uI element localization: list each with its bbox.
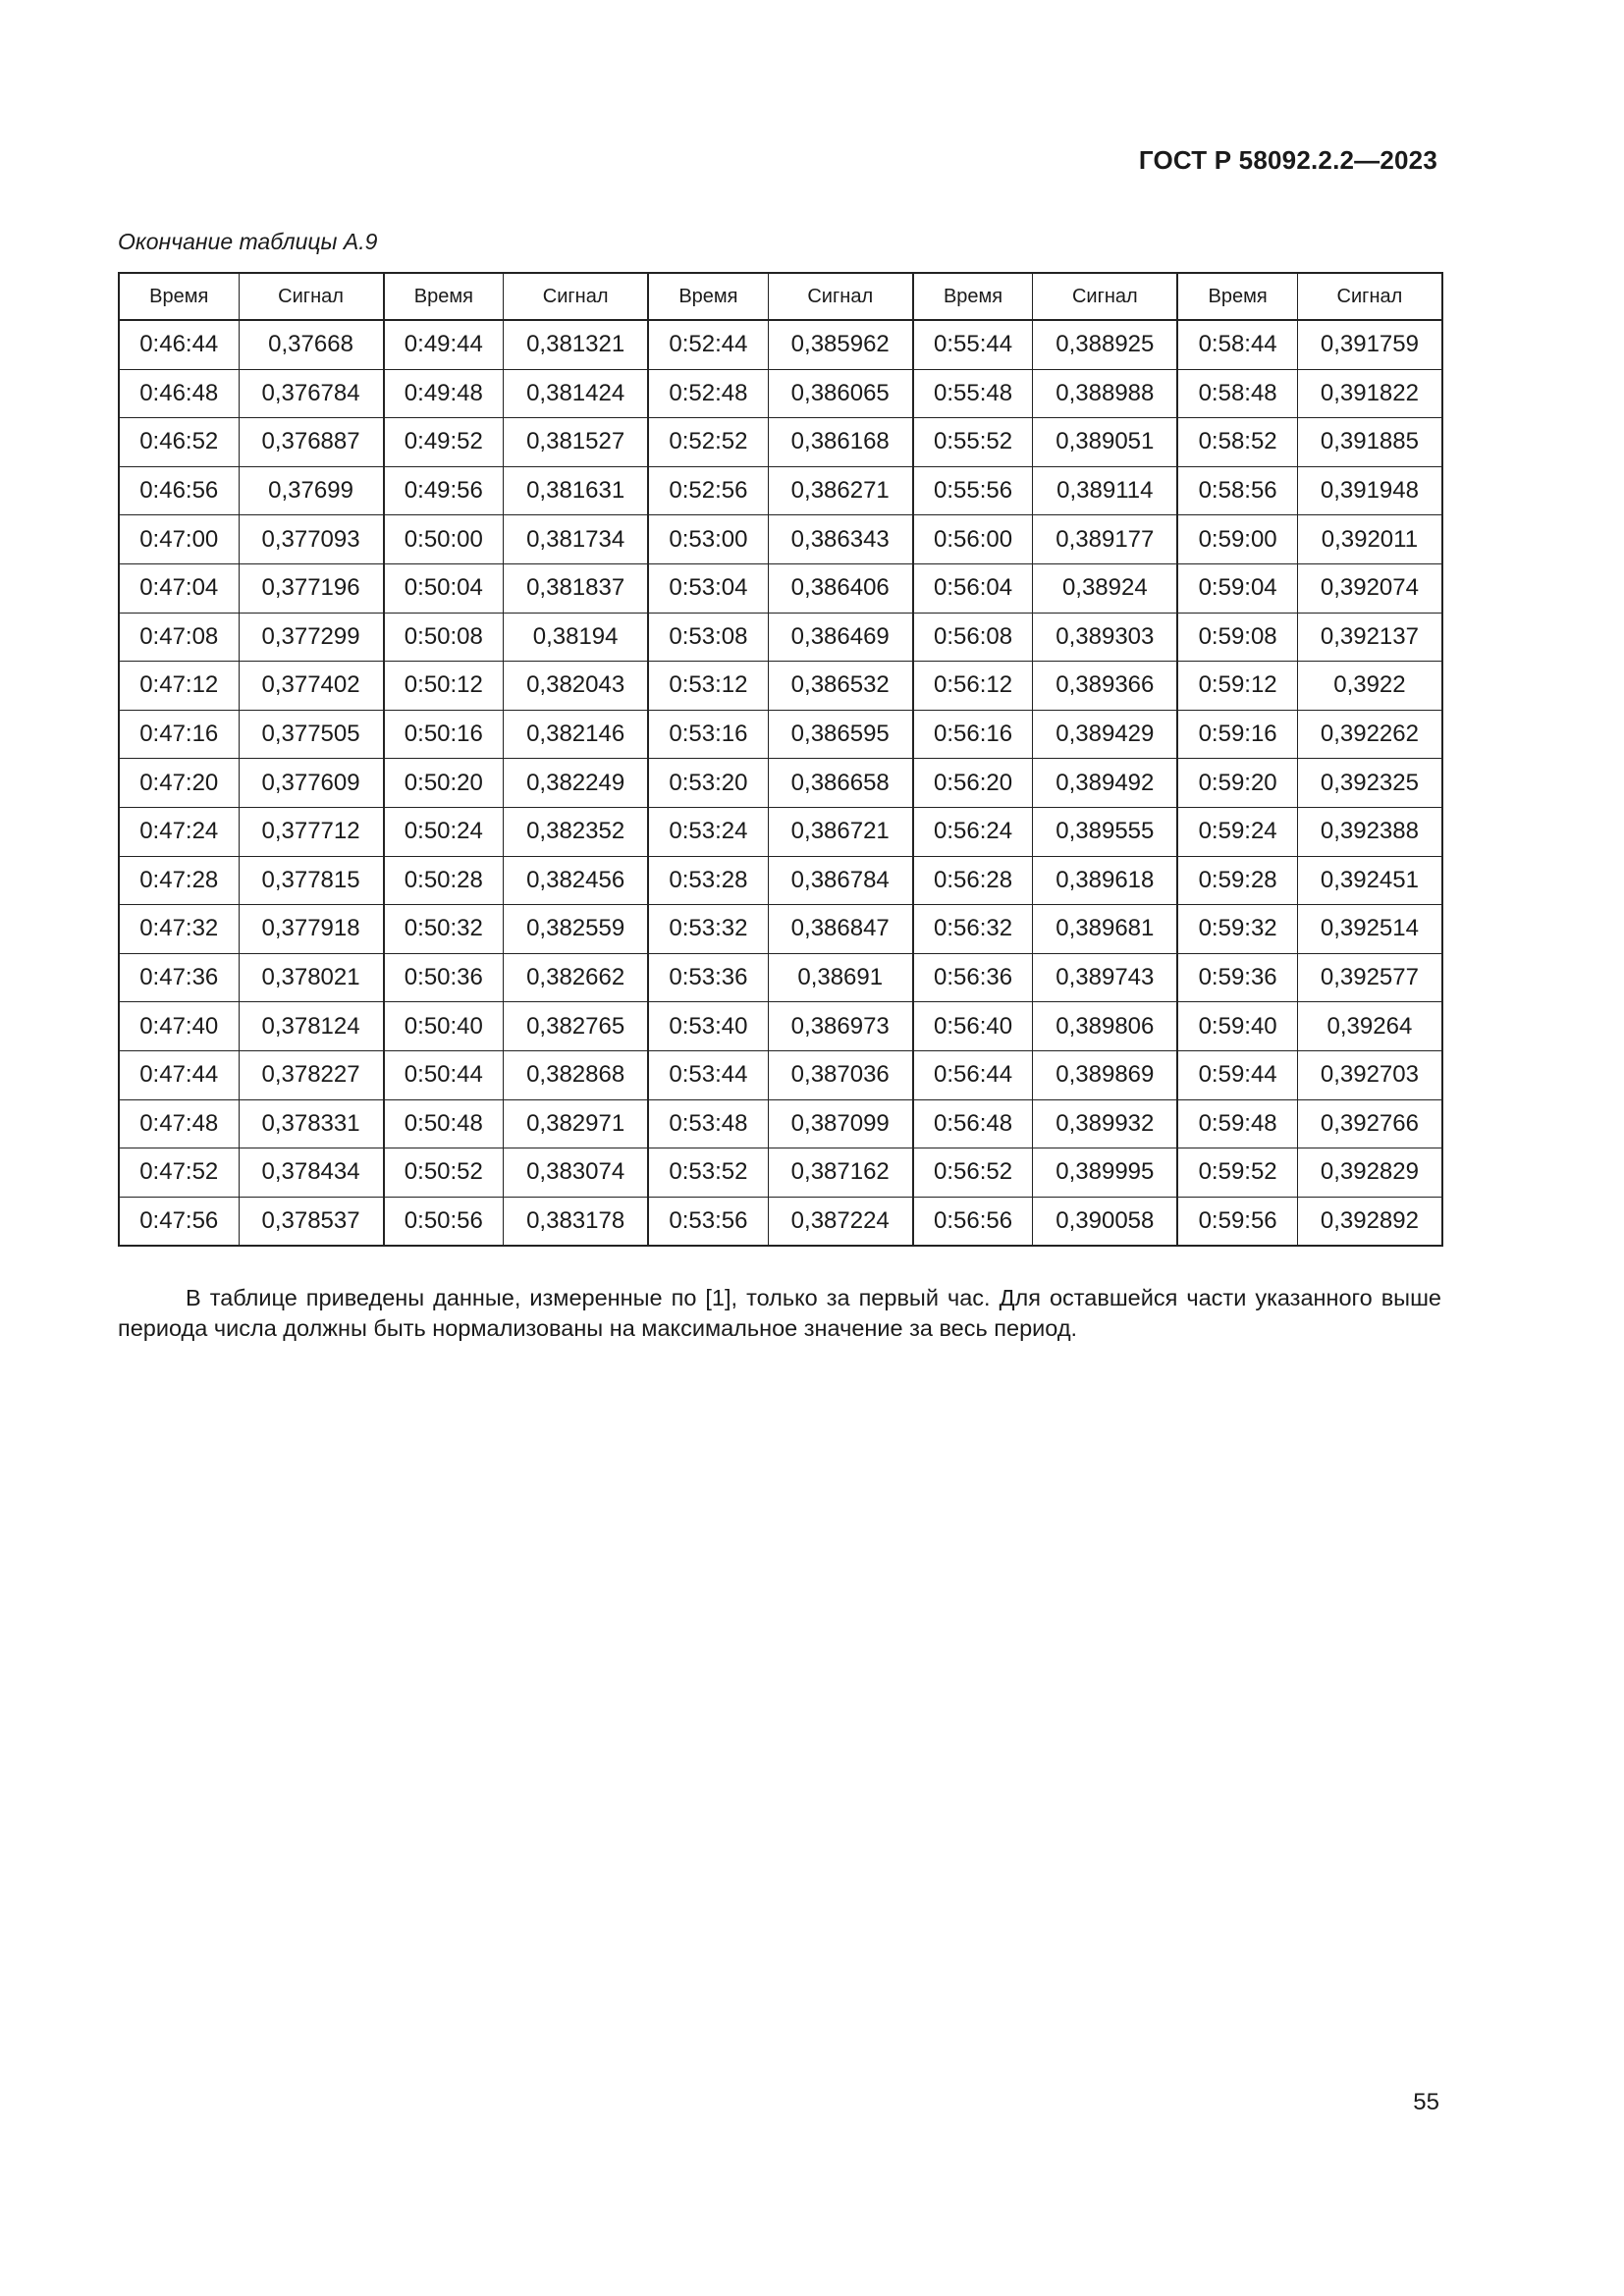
signal-cell: 0,377505 — [239, 710, 384, 759]
table-note: В таблице приведены данные, измеренные по [1], только за первый час. Для оставшейся части указанного выше периода числа должны быть нормализованы на максимальное значение за весь период. — [118, 1285, 1441, 1341]
signal-cell: 0,377196 — [239, 563, 384, 613]
time-cell: 0:56:36 — [913, 953, 1033, 1002]
table-row — [119, 418, 1442, 467]
column-header-time: Время — [384, 273, 504, 320]
time-cell: 0:47:20 — [119, 759, 239, 808]
signal-cell: 0,389932 — [1033, 1099, 1178, 1148]
time-cell: 0:59:36 — [1177, 953, 1297, 1002]
signal-cell: 0,378331 — [239, 1099, 384, 1148]
column-header-signal: Сигнал — [239, 273, 384, 320]
time-cell: 0:50:20 — [384, 759, 504, 808]
table-row — [119, 1197, 1442, 1246]
time-cell: 0:53:56 — [648, 1197, 768, 1246]
signal-cell: 0,392766 — [1297, 1099, 1442, 1148]
table-caption: Окончание таблицы А.9 — [118, 229, 378, 254]
table-header-row — [119, 273, 1442, 320]
time-cell: 0:47:48 — [119, 1099, 239, 1148]
time-cell: 0:56:16 — [913, 710, 1033, 759]
signal-cell: 0,386973 — [768, 1002, 913, 1051]
signal-cell: 0,392325 — [1297, 759, 1442, 808]
signal-cell: 0,386595 — [768, 710, 913, 759]
signal-cell: 0,386065 — [768, 369, 913, 418]
signal-cell: 0,377815 — [239, 856, 384, 905]
time-cell: 0:50:40 — [384, 1002, 504, 1051]
signal-cell: 0,387224 — [768, 1197, 913, 1246]
time-cell: 0:59:00 — [1177, 515, 1297, 564]
table-row — [119, 369, 1442, 418]
table-row — [119, 515, 1442, 564]
time-cell: 0:56:40 — [913, 1002, 1033, 1051]
time-cell: 0:56:20 — [913, 759, 1033, 808]
signal-cell: 0,376887 — [239, 418, 384, 467]
time-cell: 0:52:48 — [648, 369, 768, 418]
table-row — [119, 905, 1442, 954]
signal-cell: 0,389366 — [1033, 662, 1178, 711]
column-header-signal: Сигнал — [504, 273, 649, 320]
signal-cell: 0,392577 — [1297, 953, 1442, 1002]
signal-cell: 0,381424 — [504, 369, 649, 418]
time-cell: 0:49:44 — [384, 320, 504, 369]
signal-cell: 0,382662 — [504, 953, 649, 1002]
time-cell: 0:59:04 — [1177, 563, 1297, 613]
signal-cell: 0,389051 — [1033, 418, 1178, 467]
table-row — [119, 1002, 1442, 1051]
signal-cell: 0,39264 — [1297, 1002, 1442, 1051]
signal-cell: 0,392514 — [1297, 905, 1442, 954]
document-header: ГОСТ Р 58092.2.2—2023 — [1138, 145, 1437, 175]
time-cell: 0:59:52 — [1177, 1148, 1297, 1198]
time-cell: 0:53:28 — [648, 856, 768, 905]
time-cell: 0:50:52 — [384, 1148, 504, 1198]
signal-cell: 0,37668 — [239, 320, 384, 369]
signal-cell: 0,382352 — [504, 807, 649, 856]
table-row — [119, 613, 1442, 662]
time-cell: 0:50:12 — [384, 662, 504, 711]
signal-cell: 0,389555 — [1033, 807, 1178, 856]
signal-cell: 0,392137 — [1297, 613, 1442, 662]
signal-cell: 0,383178 — [504, 1197, 649, 1246]
signal-cell: 0,378537 — [239, 1197, 384, 1246]
time-cell: 0:53:36 — [648, 953, 768, 1002]
page-number: 55 — [1413, 2089, 1439, 2115]
time-cell: 0:47:56 — [119, 1197, 239, 1246]
time-cell: 0:47:04 — [119, 563, 239, 613]
time-cell: 0:59:16 — [1177, 710, 1297, 759]
time-cell: 0:50:24 — [384, 807, 504, 856]
time-cell: 0:59:56 — [1177, 1197, 1297, 1246]
time-cell: 0:50:44 — [384, 1050, 504, 1099]
signal-cell: 0,392451 — [1297, 856, 1442, 905]
time-cell: 0:53:12 — [648, 662, 768, 711]
table-row — [119, 1099, 1442, 1148]
signal-cell: 0,382559 — [504, 905, 649, 954]
time-cell: 0:49:56 — [384, 466, 504, 515]
time-cell: 0:59:12 — [1177, 662, 1297, 711]
signal-cell: 0,382146 — [504, 710, 649, 759]
signal-cell: 0,386721 — [768, 807, 913, 856]
time-cell: 0:53:48 — [648, 1099, 768, 1148]
table-row — [119, 856, 1442, 905]
signal-cell: 0,388925 — [1033, 320, 1178, 369]
time-cell: 0:50:00 — [384, 515, 504, 564]
time-cell: 0:47:08 — [119, 613, 239, 662]
signal-cell: 0,377299 — [239, 613, 384, 662]
time-cell: 0:47:32 — [119, 905, 239, 954]
signal-cell: 0,386847 — [768, 905, 913, 954]
signal-cell: 0,389743 — [1033, 953, 1178, 1002]
signal-cell: 0,382456 — [504, 856, 649, 905]
signal-cell: 0,386469 — [768, 613, 913, 662]
data-table-container — [118, 272, 1441, 1247]
time-cell: 0:47:28 — [119, 856, 239, 905]
signal-cell: 0,381527 — [504, 418, 649, 467]
signal-cell: 0,386784 — [768, 856, 913, 905]
time-cell: 0:59:28 — [1177, 856, 1297, 905]
signal-cell: 0,37699 — [239, 466, 384, 515]
column-header-signal: Сигнал — [1297, 273, 1442, 320]
signal-cell: 0,388988 — [1033, 369, 1178, 418]
time-cell: 0:58:44 — [1177, 320, 1297, 369]
time-cell: 0:49:48 — [384, 369, 504, 418]
time-cell: 0:47:00 — [119, 515, 239, 564]
time-cell: 0:50:32 — [384, 905, 504, 954]
time-cell: 0:53:00 — [648, 515, 768, 564]
signal-cell: 0,377402 — [239, 662, 384, 711]
signal-cell: 0,389429 — [1033, 710, 1178, 759]
signal-cell: 0,38194 — [504, 613, 649, 662]
time-cell: 0:46:56 — [119, 466, 239, 515]
time-cell: 0:50:36 — [384, 953, 504, 1002]
signal-cell: 0,381321 — [504, 320, 649, 369]
column-header-signal: Сигнал — [768, 273, 913, 320]
table-row — [119, 807, 1442, 856]
signal-cell: 0,389806 — [1033, 1002, 1178, 1051]
signal-table — [118, 272, 1443, 1247]
time-cell: 0:58:52 — [1177, 418, 1297, 467]
time-cell: 0:46:48 — [119, 369, 239, 418]
signal-cell: 0,392262 — [1297, 710, 1442, 759]
time-cell: 0:53:24 — [648, 807, 768, 856]
signal-cell: 0,377093 — [239, 515, 384, 564]
signal-cell: 0,377918 — [239, 905, 384, 954]
time-cell: 0:56:04 — [913, 563, 1033, 613]
time-cell: 0:46:52 — [119, 418, 239, 467]
signal-cell: 0,376784 — [239, 369, 384, 418]
time-cell: 0:55:52 — [913, 418, 1033, 467]
table-row — [119, 1050, 1442, 1099]
signal-cell: 0,391885 — [1297, 418, 1442, 467]
time-cell: 0:59:08 — [1177, 613, 1297, 662]
time-cell: 0:56:28 — [913, 856, 1033, 905]
signal-cell: 0,378124 — [239, 1002, 384, 1051]
time-cell: 0:52:52 — [648, 418, 768, 467]
signal-cell: 0,392892 — [1297, 1197, 1442, 1246]
signal-cell: 0,391822 — [1297, 369, 1442, 418]
time-cell: 0:56:56 — [913, 1197, 1033, 1246]
time-cell: 0:47:12 — [119, 662, 239, 711]
column-header-signal: Сигнал — [1033, 273, 1178, 320]
time-cell: 0:47:52 — [119, 1148, 239, 1198]
signal-cell: 0,391948 — [1297, 466, 1442, 515]
signal-cell: 0,381837 — [504, 563, 649, 613]
time-cell: 0:47:36 — [119, 953, 239, 1002]
time-cell: 0:50:56 — [384, 1197, 504, 1246]
time-cell: 0:53:16 — [648, 710, 768, 759]
table-row — [119, 1148, 1442, 1198]
signal-cell: 0,385962 — [768, 320, 913, 369]
time-cell: 0:52:44 — [648, 320, 768, 369]
time-cell: 0:53:32 — [648, 905, 768, 954]
time-cell: 0:50:28 — [384, 856, 504, 905]
signal-cell: 0,381631 — [504, 466, 649, 515]
time-cell: 0:47:16 — [119, 710, 239, 759]
time-cell: 0:49:52 — [384, 418, 504, 467]
time-cell: 0:50:08 — [384, 613, 504, 662]
signal-cell: 0,392074 — [1297, 563, 1442, 613]
time-cell: 0:55:44 — [913, 320, 1033, 369]
time-cell: 0:53:08 — [648, 613, 768, 662]
signal-cell: 0,378021 — [239, 953, 384, 1002]
signal-cell: 0,386343 — [768, 515, 913, 564]
time-cell: 0:50:48 — [384, 1099, 504, 1148]
signal-cell: 0,389177 — [1033, 515, 1178, 564]
signal-cell: 0,3922 — [1297, 662, 1442, 711]
signal-cell: 0,392011 — [1297, 515, 1442, 564]
time-cell: 0:59:24 — [1177, 807, 1297, 856]
signal-cell: 0,387036 — [768, 1050, 913, 1099]
table-row — [119, 320, 1442, 369]
table-row — [119, 662, 1442, 711]
time-cell: 0:53:20 — [648, 759, 768, 808]
signal-cell: 0,392829 — [1297, 1148, 1442, 1198]
time-cell: 0:56:52 — [913, 1148, 1033, 1198]
signal-cell: 0,386271 — [768, 466, 913, 515]
signal-cell: 0,389995 — [1033, 1148, 1178, 1198]
time-cell: 0:56:48 — [913, 1099, 1033, 1148]
time-cell: 0:58:56 — [1177, 466, 1297, 515]
time-cell: 0:55:56 — [913, 466, 1033, 515]
time-cell: 0:59:48 — [1177, 1099, 1297, 1148]
signal-cell: 0,382868 — [504, 1050, 649, 1099]
signal-cell: 0,389869 — [1033, 1050, 1178, 1099]
signal-cell: 0,389618 — [1033, 856, 1178, 905]
signal-cell: 0,387162 — [768, 1148, 913, 1198]
time-cell: 0:52:56 — [648, 466, 768, 515]
time-cell: 0:56:12 — [913, 662, 1033, 711]
column-header-time: Время — [648, 273, 768, 320]
time-cell: 0:59:44 — [1177, 1050, 1297, 1099]
signal-cell: 0,391759 — [1297, 320, 1442, 369]
time-cell: 0:56:00 — [913, 515, 1033, 564]
column-header-time: Время — [119, 273, 239, 320]
time-cell: 0:56:24 — [913, 807, 1033, 856]
signal-cell: 0,389114 — [1033, 466, 1178, 515]
time-cell: 0:59:32 — [1177, 905, 1297, 954]
signal-cell: 0,382249 — [504, 759, 649, 808]
table-row — [119, 563, 1442, 613]
signal-cell: 0,386168 — [768, 418, 913, 467]
signal-cell: 0,382043 — [504, 662, 649, 711]
signal-cell: 0,377609 — [239, 759, 384, 808]
signal-cell: 0,389681 — [1033, 905, 1178, 954]
time-cell: 0:59:20 — [1177, 759, 1297, 808]
time-cell: 0:46:44 — [119, 320, 239, 369]
time-cell: 0:53:40 — [648, 1002, 768, 1051]
signal-cell: 0,382765 — [504, 1002, 649, 1051]
signal-cell: 0,378434 — [239, 1148, 384, 1198]
time-cell: 0:53:44 — [648, 1050, 768, 1099]
column-header-time: Время — [1177, 273, 1297, 320]
time-cell: 0:56:44 — [913, 1050, 1033, 1099]
table-body — [119, 320, 1442, 1246]
time-cell: 0:56:32 — [913, 905, 1033, 954]
time-cell: 0:58:48 — [1177, 369, 1297, 418]
signal-cell: 0,386532 — [768, 662, 913, 711]
time-cell: 0:47:24 — [119, 807, 239, 856]
column-header-time: Время — [913, 273, 1033, 320]
signal-cell: 0,383074 — [504, 1148, 649, 1198]
signal-cell: 0,38691 — [768, 953, 913, 1002]
time-cell: 0:53:04 — [648, 563, 768, 613]
signal-cell: 0,389303 — [1033, 613, 1178, 662]
signal-cell: 0,378227 — [239, 1050, 384, 1099]
signal-cell: 0,381734 — [504, 515, 649, 564]
time-cell: 0:50:16 — [384, 710, 504, 759]
signal-cell: 0,387099 — [768, 1099, 913, 1148]
signal-cell: 0,392703 — [1297, 1050, 1442, 1099]
time-cell: 0:47:40 — [119, 1002, 239, 1051]
signal-cell: 0,390058 — [1033, 1197, 1178, 1246]
time-cell: 0:53:52 — [648, 1148, 768, 1198]
signal-cell: 0,392388 — [1297, 807, 1442, 856]
time-cell: 0:55:48 — [913, 369, 1033, 418]
time-cell: 0:59:40 — [1177, 1002, 1297, 1051]
signal-cell: 0,382971 — [504, 1099, 649, 1148]
signal-cell: 0,38924 — [1033, 563, 1178, 613]
time-cell: 0:50:04 — [384, 563, 504, 613]
signal-cell: 0,389492 — [1033, 759, 1178, 808]
table-row — [119, 710, 1442, 759]
table-row — [119, 466, 1442, 515]
time-cell: 0:56:08 — [913, 613, 1033, 662]
signal-cell: 0,386406 — [768, 563, 913, 613]
table-row — [119, 759, 1442, 808]
time-cell: 0:47:44 — [119, 1050, 239, 1099]
table-row — [119, 953, 1442, 1002]
signal-cell: 0,377712 — [239, 807, 384, 856]
signal-cell: 0,386658 — [768, 759, 913, 808]
